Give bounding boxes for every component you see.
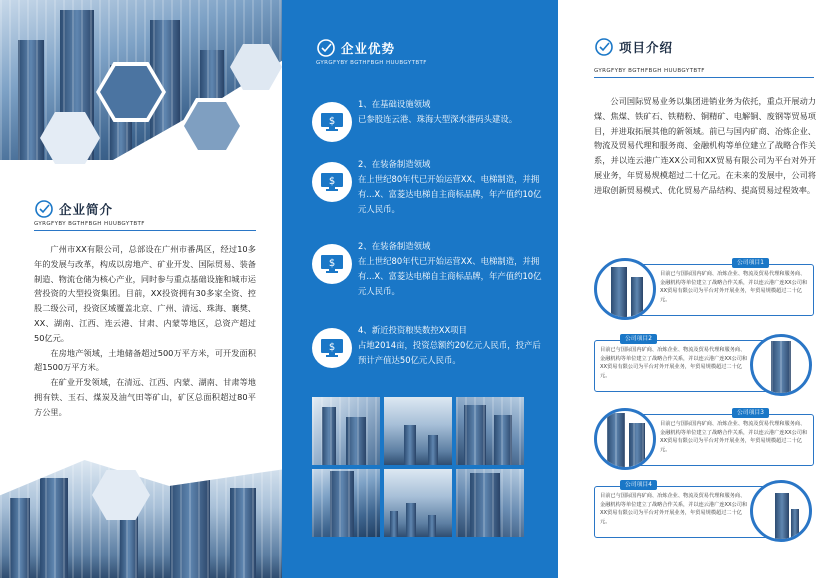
project-label: 公司项目1 <box>732 258 769 268</box>
section-title: 项目介绍 <box>619 40 674 55</box>
advantage-title: 2、在装备制造领域 <box>358 159 431 169</box>
section-title: 企业简介 <box>59 202 114 217</box>
project-label: 公司项目4 <box>620 480 657 490</box>
paragraph: 在矿业开发领域，在清远、江西、内蒙、湖南、甘肃等地拥有铁、玉石、煤炭及油气田等矿山，矿区总面积超过80平方公里。 <box>34 377 256 417</box>
gallery-image <box>456 397 524 465</box>
monitor-dollar-icon <box>312 244 352 284</box>
svg-text:$: $ <box>328 176 336 187</box>
advantage-desc: 在上世纪80年代已开始运营XX、电梯制造，并拥有...X、富菱达电梯自主商标品牌，年产值约10亿元人民币。 <box>358 256 542 296</box>
company-intro-text <box>34 242 256 420</box>
project-label: 公司项目2 <box>620 334 657 344</box>
project-card <box>558 480 840 552</box>
project-photo <box>750 480 812 542</box>
advantage-title: 1、在基础设施领域 <box>358 99 431 109</box>
paragraph: 广州市XX有限公司，总部设在广州市番禺区，经过10多年的发展与改革，构成以房地产、矿业开发、国际贸易、装备制造、物流仓储为核心产业，同时参与重点基础设施和城市运营投资的大型投资集团。目前，XX投资拥有30多家全资、控股二级公司，投资区域覆盖北京、广州、清远、珠海、襄樊、XX、湖南、江西、连云港、甘肃、内蒙等地区，总资产超过50亿元。 <box>34 244 256 343</box>
right-panel <box>558 0 840 578</box>
advantage-title: 4、新近投资粮奘数控XX项目 <box>358 325 467 335</box>
advantage-desc: 占地2014亩，投资总额约20亿元人民币，投产后预计产值达50亿元人民币。 <box>358 340 541 365</box>
section-heading <box>594 37 673 57</box>
project-intro-text <box>594 94 816 198</box>
section-title: 企业优势 <box>341 41 396 56</box>
svg-text:$: $ <box>328 342 336 353</box>
project-photo <box>594 258 656 320</box>
monitor-dollar-icon <box>312 102 352 142</box>
monitor-dollar-icon <box>312 328 352 368</box>
advantage-title: 2、在装备制造领域 <box>358 241 431 251</box>
monitor-dollar-icon <box>312 162 352 202</box>
advantage-desc: 已参股连云港、珠海大型深水港码头建设。 <box>358 114 518 124</box>
advantage-desc: 在上世纪80年代已开始运营XX、电梯制造，并拥有...X、富菱达电梯自主商标品牌，年产值约10亿元人民币。 <box>358 174 542 214</box>
project-photo <box>594 408 656 470</box>
svg-text:$: $ <box>328 258 336 269</box>
gallery-image <box>456 469 524 537</box>
clock-check-icon <box>316 38 336 58</box>
project-text: 目前已与国际国内矿商、冶炼企业、物流及贸易代理和服务商、金融机构等单位建立了战略合作关系，并以连云港广连XX公司和XX贸易有限公司为平台对外开展业务，年贸易规模超过二十亿元。 <box>660 271 808 303</box>
project-label: 公司项目3 <box>732 408 769 418</box>
advantage-item <box>312 324 542 394</box>
paragraph: 在房地产领域，土地储备超过500万平方米，可开发面积超1500万平方米。 <box>34 347 256 373</box>
divider <box>34 230 256 231</box>
paragraph: 公司国际贸易业务以集团进销业务为依托，重点开展动力煤、焦煤、铁矿石、铁精粉、铜精矿、电解铜、废钢等贸易项目，并进取拓展其他的新领域。前已与国内矿商、冶炼企业、物流及贸易代理和服务商、金融机构等单位建立了战略合作关系，并以连云港广连XX公司和XX贸易有限公司为平台对外开展业务，年贸易规模超过二十亿元。在未来的发展中，公司将进取创新贸易模式、优化贸易产品结构、提高贸易过程效率。 <box>594 96 816 195</box>
svg-text:$: $ <box>328 116 336 127</box>
advantage-item <box>312 158 542 228</box>
section-subtitle: GYRGFYBY BGTHFBGH HUUBGYTBTF <box>594 68 705 74</box>
middle-panel <box>282 0 558 578</box>
section-heading <box>316 38 395 58</box>
project-card <box>558 408 840 480</box>
section-subtitle: GYRGFYBY BGTHFBGH HUUBGYTBTF <box>316 60 427 66</box>
clock-check-icon <box>594 37 614 57</box>
project-card <box>558 334 840 406</box>
project-text: 目前已与国际国内矿商、冶炼企业、物流及贸易代理和服务商、金融机构等单位建立了战略合作关系，并以连云港广连XX公司和XX贸易有限公司为平台对外开展业务，年贸易规模超过二十亿元。 <box>660 421 808 453</box>
section-heading <box>34 199 113 219</box>
project-text: 目前已与国际国内矿商、冶炼企业、物流及贸易代理和服务商、金融机构等单位建立了战略合作关系，并以连云港广连XX公司和XX贸易有限公司为平台对外开展业务，年贸易规模超过二十亿元。 <box>600 493 748 525</box>
gallery-image <box>384 469 452 537</box>
project-photo <box>750 334 812 396</box>
advantage-item <box>312 240 542 310</box>
left-panel <box>0 0 282 578</box>
section-subtitle: GYRGFYBY BGTHFBGH HUUBGYTBTF <box>34 221 145 227</box>
clock-check-icon <box>34 199 54 219</box>
gallery-image <box>312 397 380 465</box>
gallery-image <box>312 469 380 537</box>
bottom-city-photo <box>0 460 282 578</box>
project-card <box>558 258 840 330</box>
divider <box>594 77 814 78</box>
project-text: 目前已与国际国内矿商、冶炼企业、物流及贸易代理和服务商、金融机构等单位建立了战略合作关系，并以连云港广连XX公司和XX贸易有限公司为平台对外开展业务，年贸易规模超过二十亿元。 <box>600 347 748 379</box>
gallery-image <box>384 397 452 465</box>
